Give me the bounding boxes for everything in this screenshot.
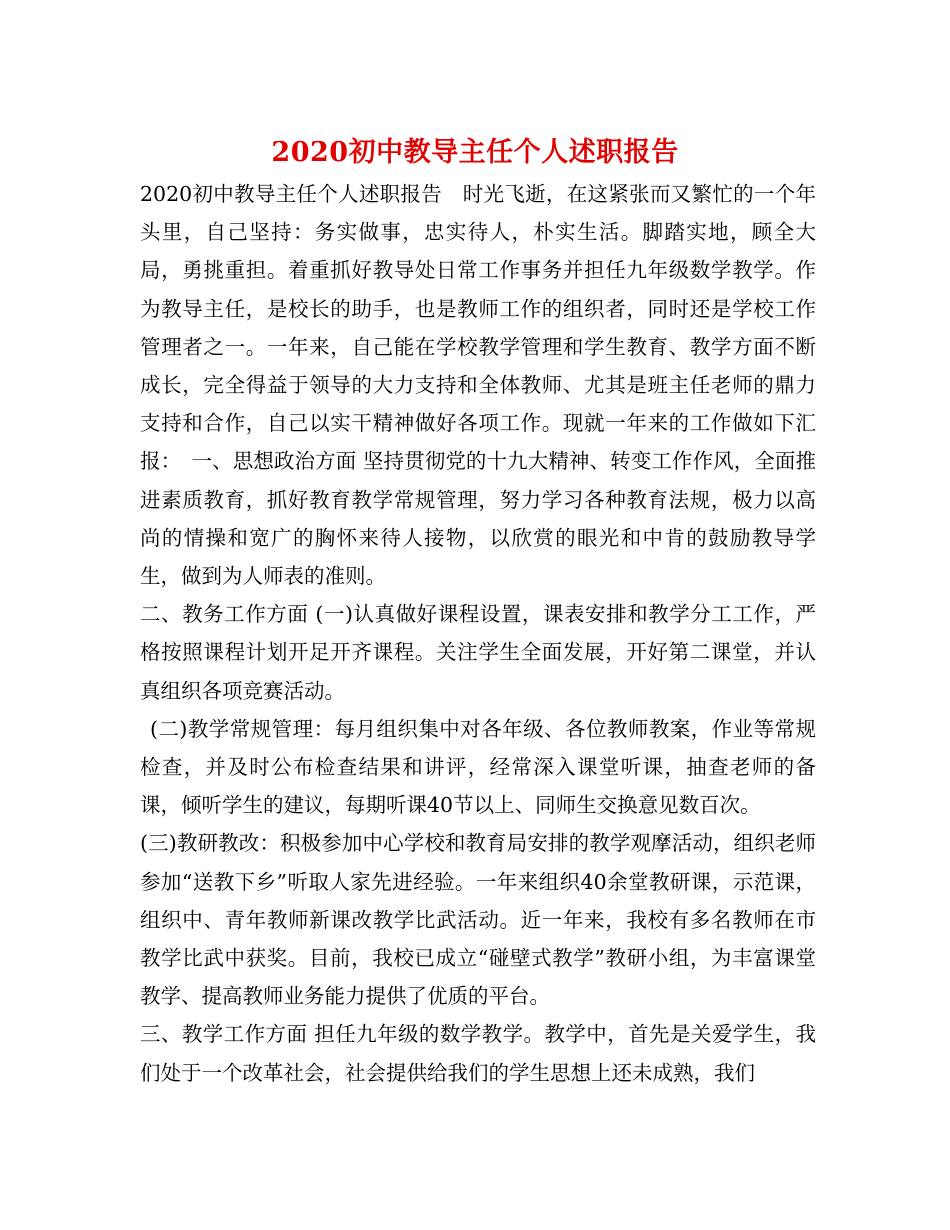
paragraph-subsection-2-2: (二)教学常规管理：每月组织集中对各年级、各位教师教案，作业等常规检查，并及时公布检查结果和讲评，经常深入课堂听课，抽查老师的备课，倾听学生的建议，每期听课40节以上、同师生交换意见数百次。 (140, 716, 816, 818)
paragraph-section-3: 三、教学工作方面 担任九年级的数学教学。教学中，首先是关爱学生，我们处于一个改革社会，社会提供给我们的学生思想上还未成熟，我们 (140, 1022, 816, 1085)
paragraph-intro: 2020初中教导主任个人述职报告 时光飞逝，在这紧张而又繁忙的一个年头里，自己坚持：务实做事，忠实待人，朴实生活。脚踏实地，顾全大局，勇挑重担。着重抓好教导处日常工作事务并担任九年级数学教学。作为教导主任，是校长的助手，也是教师工作的组织者，同时还是学校工作管理者之一。一年来，自己能在学校教学管理和学生教育、教学方面不断成长，完全得益于领导的大力支持和全体教师、尤其是班主任老师的鼎力支持和合作，自己以实干精神做好各项工作。现就一年来的工作做如下汇报： 一、思想政治方面 坚持贯彻党的十九大精神、转变工作作风，全面推进素质教育，抓好教育教学常规管理，努力学习各种教育法规，极力以高尚的情操和宽广的胸怀来待人接物，以欣赏的眼光和中肯的鼓励教导学生，做到为人师表的准则。 (140, 182, 816, 589)
document-body (140, 175, 816, 1092)
document-title: 2020初中教导主任个人述职报告 (271, 137, 679, 168)
paragraph-subsection-2-3: (三)教研教改：积极参加中心学校和教育局安排的教学观摩活动，组织老师参加“送教下乡”听取人家先进经验。一年来组织40余堂教研课，示范课，组织中、青年教师新课改教学比武活动。近一年来，我校有多名教师在市教学比武中获奖。目前，我校已成立“碰壁式教学”教研小组，为丰富课堂教学、提高教师业务能力提供了优质的平台。 (140, 831, 816, 1009)
paragraph-section-2: 二、教务工作方面 (一)认真做好课程设置，课表安排和教学分工工作，严格按照课程计划开足开齐课程。关注学生全面发展，开好第二课堂，并认真组织各项竞赛活动。 (140, 602, 816, 703)
